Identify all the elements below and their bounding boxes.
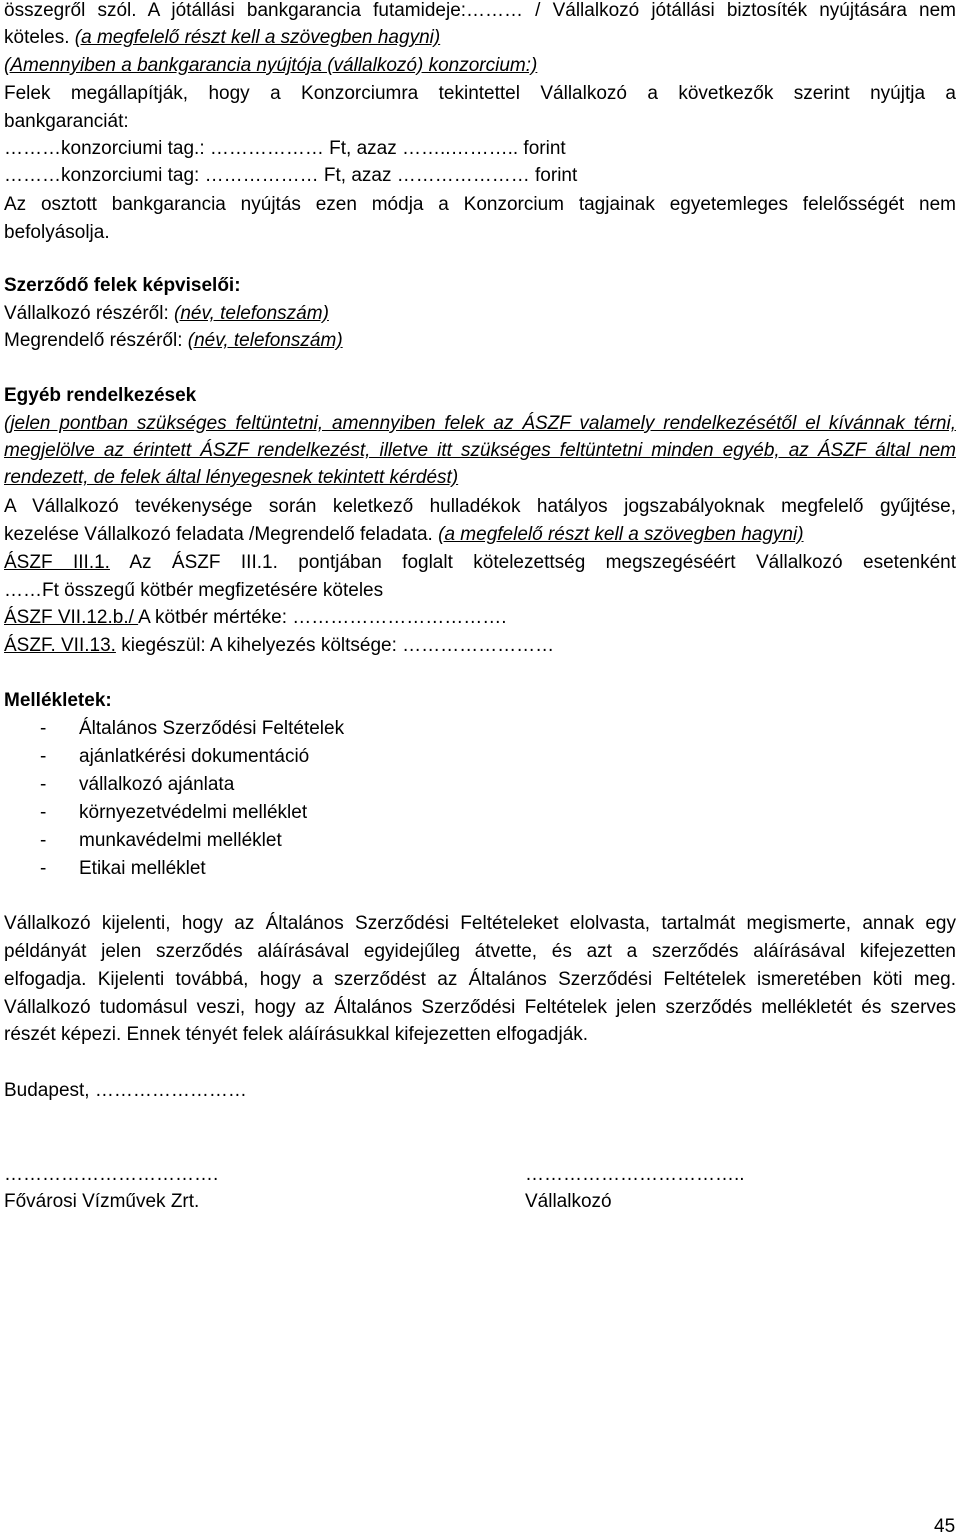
lines-line: (jelen pontban szükséges feltüntetni, amennyiben felek az ÁSZF valamely rendelkezésétől el kívánnak térni, bbox=[4, 413, 956, 434]
lines-line-segment: ÁSZF III.1. bbox=[4, 552, 110, 573]
place-date: Budapest, …………………… bbox=[4, 1080, 247, 1101]
lines-line: ………konzorciumi tag.: ……………… Ft, azaz ……..……….. forint bbox=[4, 138, 566, 159]
lines-line: Szerződő felek képviselői: bbox=[4, 275, 241, 296]
lines-line: ………konzorciumi tag: ……………… Ft, azaz ………………… forint bbox=[4, 165, 578, 186]
list-bullet-dash: - bbox=[40, 802, 47, 823]
page-number: 45 bbox=[934, 1516, 956, 1537]
signatory-right: Vállalkozó bbox=[525, 1191, 612, 1212]
signatory-left: Fővárosi Vízművek Zrt. bbox=[4, 1191, 200, 1212]
lines-line-segment: Az ÁSZF III.1. pontjában foglalt kötelezettség megszegéséért Vállalkozó esetenként bbox=[109, 552, 956, 573]
list-bullet-dash: - bbox=[40, 858, 47, 879]
lines-line: Egyéb rendelkezések bbox=[4, 385, 197, 406]
list-item-label: ajánlatkérési dokumentáció bbox=[79, 746, 310, 767]
lines-line-segment: kiegészül: A kihelyezés költsége: …………………… bbox=[115, 635, 555, 656]
list-bullet-dash: - bbox=[40, 830, 47, 851]
lines-line: bankgaranciát: bbox=[4, 111, 129, 132]
declaration-line: Vállalkozó kijelenti, hogy az Általános Szerződési Feltételeket elolvasta, tartalmát megismerte, annak egy bbox=[4, 913, 956, 934]
lines-line-segment: (a megfelelő részt kell a szövegben hagyni) bbox=[438, 524, 804, 545]
lines-line bbox=[4, 303, 956, 325]
lines-line: összegről szól. A jótállási bankgarancia futamideje:……… / Vállalkozó jótállási biztosíték nyújtására nem bbox=[4, 0, 956, 21]
lines-line: Mellékletek: bbox=[4, 690, 112, 711]
lines-line-segment: ÁSZF. VII.13. bbox=[4, 635, 116, 656]
lines-line-segment: (név, telefonszám) bbox=[174, 303, 329, 324]
declaration-line: Vállalkozó tudomásul veszi, hogy az Általános Szerződési Feltételek jelen szerződés mellékletét és szerves bbox=[4, 997, 956, 1018]
lines-line: A Vállalkozó tevékenysége során keletkező hulladékok hatályos jogszabályoknak megfelelő gyűjtése, bbox=[4, 496, 956, 517]
lines-line: Az osztott bankgarancia nyújtás ezen módja a Konzorcium tagjainak egyetemleges felelősségét nem bbox=[4, 194, 956, 215]
list-item-label: munkavédelmi melléklet bbox=[79, 830, 282, 851]
lines-line-segment: kezelése Vállalkozó feladata /Megrendelő feladata. bbox=[4, 524, 439, 545]
lines-line: rendezett, de felek által lényegesnek tekintett kérdést) bbox=[4, 467, 459, 488]
lines-line bbox=[4, 635, 956, 657]
lines-line-segment: (a megfelelő részt kell a szövegben hagyni) bbox=[74, 27, 441, 48]
lines-line: megjelölve az érintett ÁSZF rendelkezést, illetve itt szükséges feltüntetni minden egyéb, az ÁSZF által nem bbox=[4, 440, 956, 461]
lines-line: Felek megállapítják, hogy a Konzorciumra tekintettel Vállalkozó a következők szerint nyújtja a bbox=[4, 83, 956, 104]
lines-line: (Amennyiben a bankgarancia nyújtója (vállalkozó) konzorcium:) bbox=[4, 55, 538, 76]
declaration-line: példányát jelen szerződés aláírásával egyidejűleg átvette, és azt a szerződés aláírásával kifejezetten bbox=[4, 941, 956, 962]
signature-line-right: …………………………….. bbox=[525, 1164, 745, 1185]
lines-line-segment: köteles. bbox=[4, 27, 75, 48]
list-item-label: vállalkozó ajánlata bbox=[79, 774, 235, 795]
lines-line-segment: Megrendelő részéről: bbox=[4, 330, 188, 351]
list-item-label: környezetvédelmi melléklet bbox=[79, 802, 308, 823]
list-item-label: Etikai melléklet bbox=[79, 858, 206, 879]
declaration-line: elfogadja. Kijelenti továbbá, hogy a szerződést az Általános Szerződési Feltételek ismeretében köti meg. bbox=[4, 969, 956, 990]
signature-line-left: ……………………………. bbox=[4, 1164, 219, 1185]
list-bullet-dash: - bbox=[40, 718, 47, 739]
lines-line: ……Ft összegű kötbér megfizetésére köteles bbox=[4, 580, 384, 601]
list-item-label: Általános Szerződési Feltételek bbox=[79, 718, 345, 739]
list-bullet-dash: - bbox=[40, 774, 47, 795]
list-bullet-dash: - bbox=[40, 746, 47, 767]
lines-line bbox=[4, 330, 956, 352]
lines-line-segment: ÁSZF VII.12.b./ bbox=[4, 607, 139, 628]
lines-line-segment: (név, telefonszám) bbox=[187, 330, 343, 351]
lines-line: befolyásolja. bbox=[4, 222, 110, 243]
lines-line bbox=[4, 607, 956, 629]
declaration-line: részét képezi. Ennek tényét felek aláírásukkal kifejezetten elfogadják. bbox=[4, 1024, 589, 1045]
lines-line bbox=[4, 552, 956, 574]
lines-line bbox=[4, 27, 956, 49]
lines-line-segment: Vállalkozó részéről: bbox=[4, 303, 175, 324]
lines-line bbox=[4, 524, 956, 546]
lines-line-segment: A kötbér mértéke: ……………………………. bbox=[138, 607, 507, 628]
